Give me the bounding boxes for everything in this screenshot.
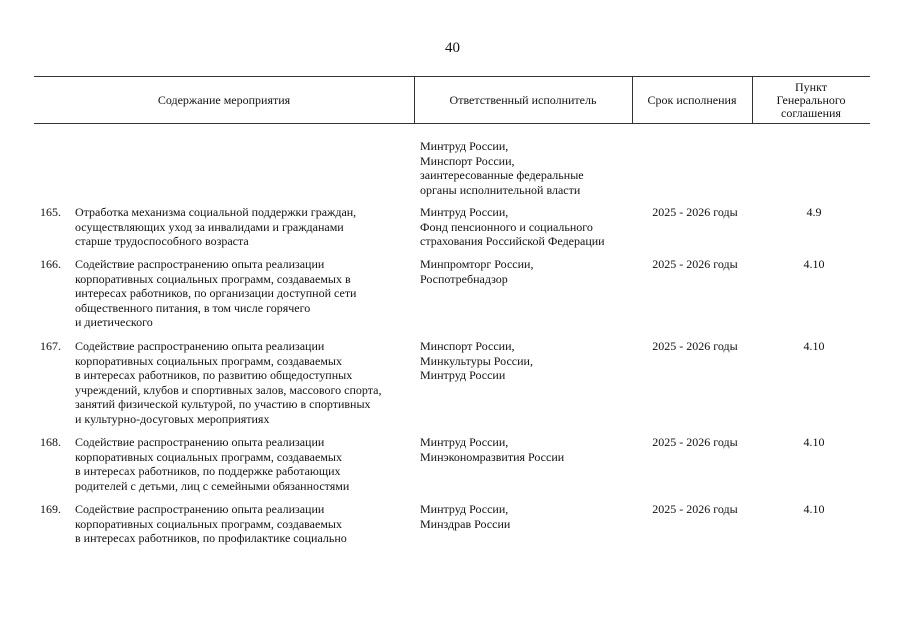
row-term: 2025 - 2026 годы [652, 502, 738, 516]
responsible-line: Минтруд России [420, 368, 506, 382]
header-point [752, 77, 870, 123]
row-content [75, 339, 413, 426]
content-line: корпоративных социальных программ, создаваемых [75, 516, 342, 531]
header-point-line: Пункт [794, 79, 827, 94]
content-line: Содействие распространению опыта реализации [75, 502, 325, 516]
row-content [75, 257, 413, 330]
content-line: старше трудоспособного возраста [75, 234, 249, 248]
row-term: 2025 - 2026 годы [652, 205, 738, 219]
header-term: Срок исполнения [647, 92, 737, 107]
content-line: родителей с детьми, лиц с семейными обязанностями [75, 478, 350, 493]
page-number: 40 [445, 40, 460, 56]
content-line: Содействие распространению опыта реализации [75, 257, 325, 271]
continuation-responsible [420, 139, 638, 197]
content-line: осуществляющих уход за инвалидами и гражданами [75, 219, 344, 234]
responsible-line: Минтруд России, [420, 435, 509, 449]
row-term: 2025 - 2026 годы [652, 257, 738, 271]
row-term: 2025 - 2026 годы [652, 435, 738, 449]
row-responsible [420, 339, 638, 383]
content-line: общественного питания, в том числе горячего [75, 300, 311, 315]
responsible-line: Минтруд России, [420, 139, 509, 153]
content-line: Отработка механизма социальной поддержки граждан, [75, 205, 357, 219]
row-term: 2025 - 2026 годы [652, 339, 738, 353]
content-line: корпоративных социальных программ, создаваемых [75, 353, 342, 368]
row-content [75, 205, 413, 249]
responsible-line: заинтересованные федеральные [420, 168, 584, 182]
header-point-line: соглашения [781, 105, 841, 120]
row-content [75, 502, 413, 546]
content-line: Содействие распространению опыта реализации [75, 339, 325, 353]
responsible-line: Минтруд России, [420, 502, 509, 516]
row-point: 4.9 [806, 205, 822, 219]
row-point: 4.10 [803, 435, 825, 449]
row-point: 4.10 [803, 502, 825, 516]
responsible-line: Фонд пенсионного и социального [420, 219, 593, 234]
content-line: и культурно-досуговых мероприятиях [75, 411, 270, 426]
header-point-line: Генерального [776, 92, 846, 107]
content-line: учреждений, клубов и спортивных залов, массового спорта, [75, 382, 382, 397]
responsible-line: Минпромторг России, [420, 257, 534, 271]
responsible-line: Минспорт России, [420, 153, 515, 168]
content-line: и диетического [75, 315, 153, 329]
responsible-line: Минкультуры России, [420, 353, 533, 368]
content-line: корпоративных социальных программ, создаваемых в [75, 271, 351, 286]
row-point: 4.10 [803, 339, 825, 353]
content-line: корпоративных социальных программ, создаваемых [75, 449, 342, 464]
row-number: 167. [40, 339, 61, 353]
row-responsible [420, 205, 638, 249]
row-responsible [420, 257, 638, 286]
row-responsible [420, 435, 638, 464]
content-line: занятий физической культурой, по участию в спортивных [75, 397, 371, 411]
content-line: Содействие распространению опыта реализации [75, 435, 325, 449]
responsible-line: органы исполнительной власти [420, 182, 581, 197]
row-responsible [420, 502, 638, 531]
content-line: в интересах работников, по поддержке работающих [75, 464, 341, 478]
row-number: 169. [40, 502, 61, 516]
row-number: 165. [40, 205, 61, 219]
content-line: в интересах работников, по развитию общедоступных [75, 368, 353, 382]
table-header [34, 76, 870, 124]
content-line: в интересах работников, по профилактике социально [75, 531, 347, 545]
responsible-line: страхования Российской Федерации [420, 234, 605, 248]
row-content [75, 435, 413, 493]
responsible-line: Минэкономразвития России [420, 449, 565, 464]
responsible-line: Минздрав России [420, 516, 511, 531]
header-content: Содержание мероприятия [157, 92, 291, 107]
responsible-line: Роспотребнадзор [420, 271, 508, 286]
row-number: 168. [40, 435, 61, 449]
content-line: интересах работников, по организации доступной сети [75, 286, 357, 300]
responsible-line: Минтруд России, [420, 205, 509, 219]
responsible-line: Минспорт России, [420, 339, 515, 353]
row-number: 166. [40, 257, 61, 271]
header-responsible: Ответственный исполнитель [449, 92, 597, 107]
row-point: 4.10 [803, 257, 825, 271]
